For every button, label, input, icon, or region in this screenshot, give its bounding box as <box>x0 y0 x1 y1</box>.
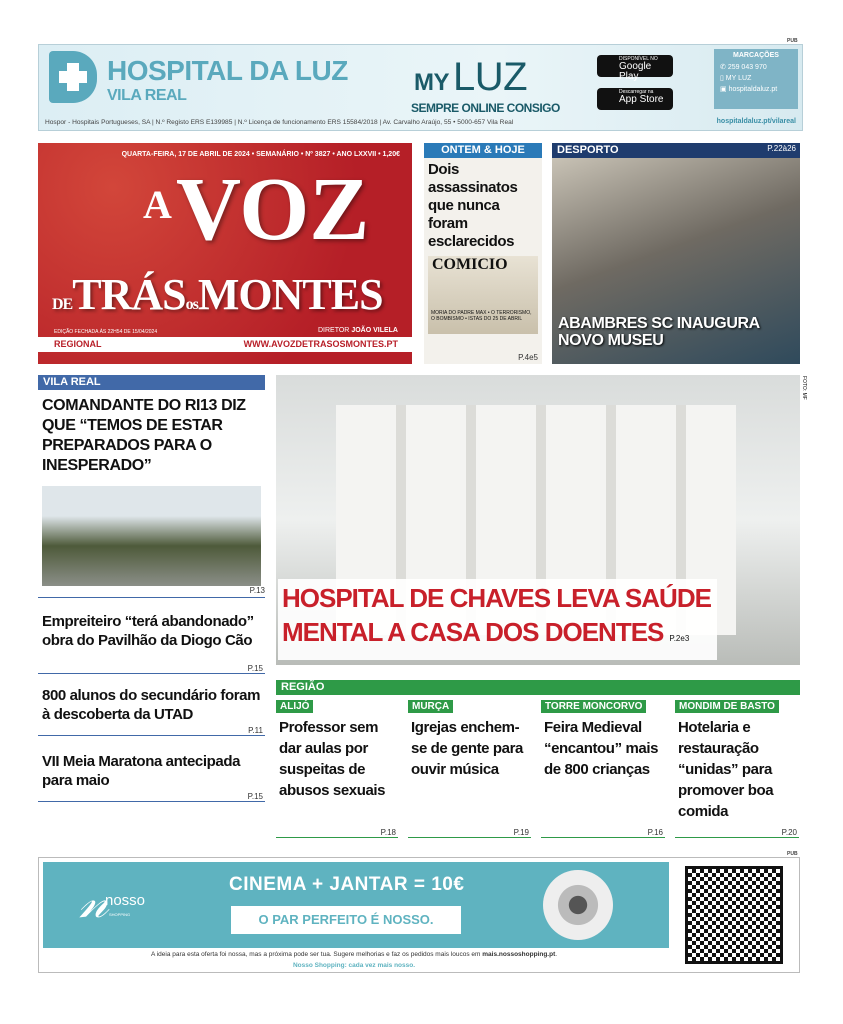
qr-code-icon[interactable] <box>685 866 783 964</box>
pub-label: PUB <box>787 38 798 44</box>
regiao-page: P.19 <box>513 828 529 837</box>
edition-closed: EDIÇÃO FECHADA ÀS 22H54 DE 15/04/2024 <box>54 329 158 335</box>
main-headline-2: MENTAL A CASA DOS DOENTES <box>282 617 664 647</box>
regiao-title: Professor sem dar aulas por suspeitas de abusos sexuais <box>279 719 386 799</box>
lead-story[interactable] <box>38 390 265 598</box>
nosso-headline: CINEMA + JANTAR = 10€ <box>229 874 465 895</box>
director-name: JOÃO VILELA <box>351 327 398 334</box>
app-store-label: App Store <box>619 94 664 105</box>
bookings-box <box>714 49 798 109</box>
regiao-title: Feira Medieval “encantou” mais de 800 crianças <box>544 719 659 778</box>
left-story-title: Empreiteiro “terá abandonado” obra do Pavilhão da Diogo Cão <box>42 613 254 649</box>
left-story-page: P.15 <box>247 792 263 801</box>
left-story-title: VII Meia Maratona antecipada para maio <box>42 753 241 789</box>
regiao-story[interactable] <box>675 700 799 838</box>
hospital-location: VILA REAL <box>107 87 187 104</box>
left-story[interactable] <box>38 598 265 674</box>
desporto-headline: ABAMBRES SC INAUGURA NOVO MUSEU <box>558 315 760 349</box>
app-brand: LUZ <box>452 55 528 99</box>
hospital-ad-banner[interactable] <box>38 44 803 131</box>
nosso-link[interactable]: mais.nossoshopping.pt <box>482 951 556 958</box>
mobile-icon: ▯ <box>720 75 726 82</box>
website-link[interactable]: WWW.AVOZDETRASOSMONTES.PT <box>243 339 398 349</box>
nosso-logo-sub: SHOPPING <box>109 912 131 917</box>
bookings-title: MARCAÇÕES <box>733 52 779 59</box>
left-story-page: P.11 <box>248 726 263 735</box>
ontem-hoje-header: ONTEM & HOJE <box>424 143 542 158</box>
desporto-page: P.22à26 <box>767 144 796 153</box>
film-reel-plate-icon <box>543 870 613 940</box>
title-de: DE <box>52 296 73 313</box>
dateline: QUARTA-FEIRA, 17 DE ABRIL DE 2024 • SEMANÁRIO • Nº 3827 • ANO LXXVII • 1,20€ <box>121 151 400 158</box>
nosso-tagline: O PAR PERFEITO É NOSSO. <box>231 906 461 934</box>
nosso-slogan: Nosso Shopping: cada vez mais nosso. <box>292 962 416 969</box>
left-story[interactable] <box>38 674 265 736</box>
photo-credit: FOTO: MF <box>801 376 807 400</box>
regiao-story[interactable] <box>541 700 665 838</box>
google-play-label: Google Play <box>619 61 652 82</box>
director-label: DIRETOR <box>317 327 350 334</box>
lead-headline: COMANDANTE DO RI13 DIZ QUE “TEMOS DE ESTAR PREPARADOS PARA O INESPERADO” <box>42 397 246 474</box>
soldiers-photo <box>42 486 261 586</box>
nosso-logo: nosso <box>105 892 146 909</box>
regiao-title: Hotelaria e restauração “unidas” para promover boa comida <box>678 719 774 820</box>
nosso-logo-icon: 𝓃 <box>79 875 109 928</box>
hospital-cross-logo-icon <box>49 51 97 103</box>
desporto-story[interactable] <box>552 143 800 364</box>
regiao-page: P.16 <box>647 828 663 837</box>
regiao-story[interactable] <box>276 700 398 838</box>
place-tag: MURÇA <box>408 700 453 713</box>
web-icon: ▣ <box>720 86 729 93</box>
left-column <box>38 375 265 802</box>
main-page: P.2e3 <box>669 634 690 643</box>
title-tras: TRÁS <box>72 270 186 319</box>
photo-caption: MORIA DO PADRE MAX • O TERRORISMO, O BOMBISMO • ISTAS DO 25 DE ABRIL <box>431 310 532 322</box>
main-headline-1: HOSPITAL DE CHAVES LEVA SAÚDE <box>282 583 711 613</box>
regiao-page: P.20 <box>781 828 797 837</box>
left-story-page: P.15 <box>247 664 263 673</box>
google-play-button[interactable] <box>597 55 673 82</box>
regiao-title: Igrejas enchem-se de gente para ouvir música <box>411 719 523 778</box>
pub-label: PUB <box>787 851 798 857</box>
app-store-small: Descarregar na <box>619 89 654 95</box>
ontem-headline: Dois assassinatos que nunca foram esclarecidos <box>428 161 518 250</box>
ontem-photo <box>428 256 538 334</box>
regiao-header: REGIÃO <box>276 680 800 695</box>
google-play-small: DISPONÍVEL NO <box>619 56 658 62</box>
section-regional: REGIONAL <box>54 339 102 349</box>
hospital-name: HOSPITAL DA LUZ <box>107 55 348 86</box>
nosso-ad-banner[interactable] <box>38 857 800 973</box>
place-tag: MONDIM DE BASTO <box>675 700 779 713</box>
lead-page: P.13 <box>249 586 265 595</box>
desporto-label: DESPORTO <box>557 144 619 156</box>
nosso-text-suffix: . <box>555 951 558 958</box>
app-slogan: SEMPRE ONLINE CONSIGO <box>411 101 560 115</box>
ontem-page: P.4e5 <box>518 353 538 362</box>
phone-icon: ✆ <box>720 64 728 71</box>
masthead <box>38 143 412 364</box>
bookings-app: MY LUZ <box>725 75 752 82</box>
regiao-story[interactable] <box>408 700 531 838</box>
desporto-header <box>552 143 800 158</box>
photo-poster-text: COMICIO <box>432 256 508 273</box>
hospital-url[interactable]: hospitaldaluz.pt/vilareal <box>716 118 796 125</box>
bookings-phone: 259 043 970 <box>727 64 767 71</box>
place-tag: ALIJÓ <box>276 700 313 713</box>
title-voz: VOZ <box>176 160 370 259</box>
place-tag: TORRE MONCORVO <box>541 700 646 713</box>
nosso-text <box>39 951 669 958</box>
app-prefix: MY <box>414 69 449 96</box>
main-story[interactable] <box>276 375 800 665</box>
ontem-hoje-story[interactable] <box>424 143 542 364</box>
hospital-legal: Hospor - Hospitais Portugueses, SA | N.º Registo ERS E139985 | N.º Licença de funcionamento ERS 15584/2018 | Av. Carvalho Araújo, 55 • 5000-657 Vila Real <box>45 119 514 126</box>
regiao-page: P.18 <box>380 828 396 837</box>
title-a: A <box>143 182 172 227</box>
vila-real-header: VILA REAL <box>38 375 265 390</box>
nosso-text-prefix: A ideia para esta oferta foi nossa, mas a próxima pode ser tua. Sugere melhorias e faz os pedidos mais loucos em <box>150 951 483 958</box>
app-store-button[interactable] <box>597 88 673 110</box>
bookings-site: hospitaldaluz.pt <box>728 86 778 93</box>
left-story-title: 800 alunos do secundário foram à descoberta da UTAD <box>42 687 261 723</box>
title-os: os <box>185 296 198 313</box>
main-headline-box <box>278 579 717 660</box>
left-story[interactable] <box>38 736 265 802</box>
title-montes: MONTES <box>197 270 383 319</box>
